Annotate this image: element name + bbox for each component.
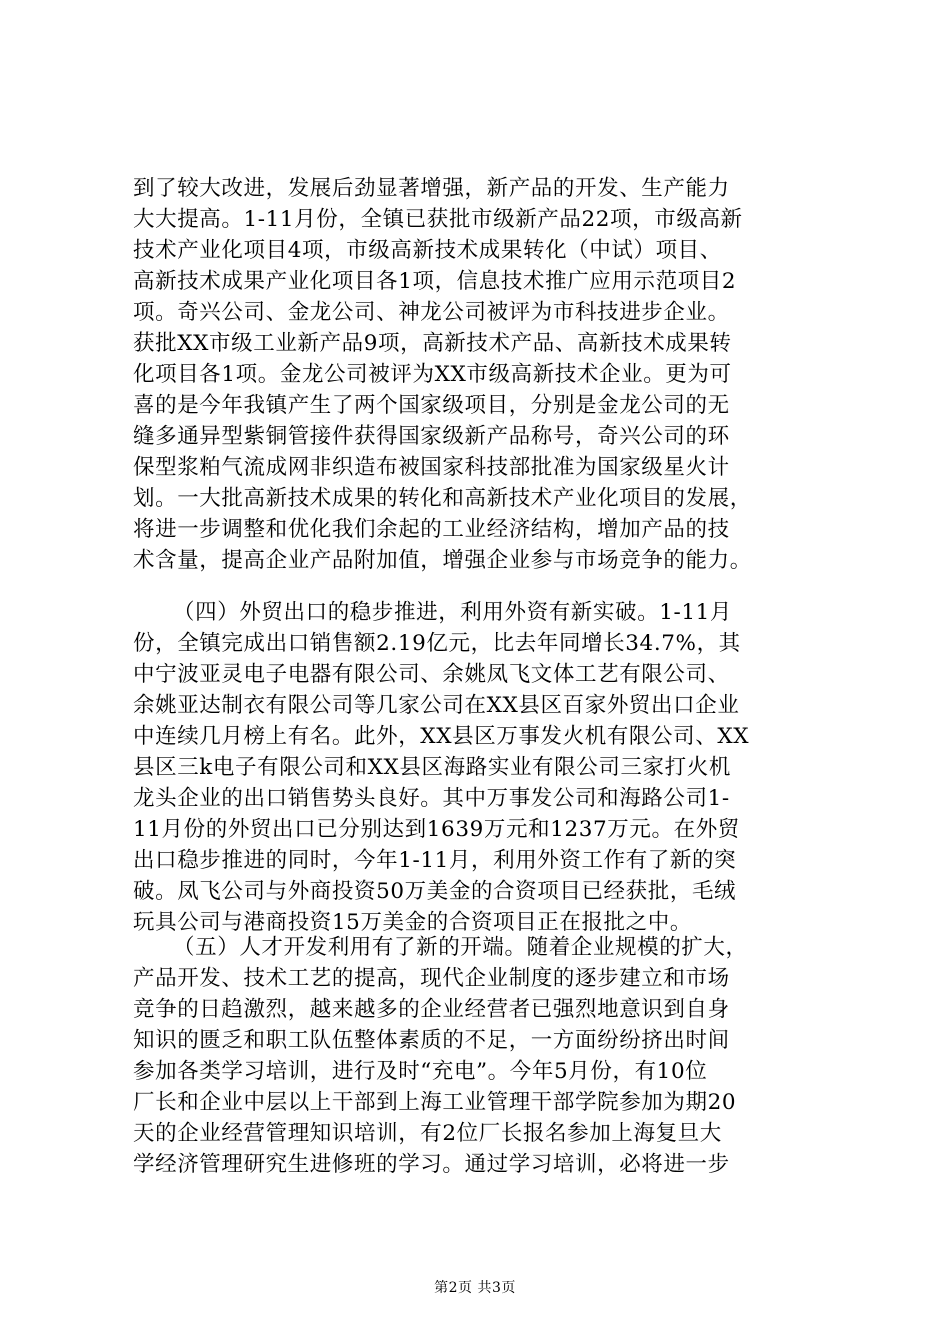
text-line: 产品开发、技术工艺的提高，现代企业制度的逐步建立和市场 <box>133 966 730 991</box>
text-line: 知识的匮乏和职工队伍整体素质的不足，一方面纷纷挤出时间 <box>133 1028 730 1053</box>
text-line: 余姚亚达制衣有限公司等几家公司在XX县区百家外贸出口企业 <box>133 693 740 718</box>
text-line: （四）外贸出口的稳步推进，利用外资有新实破。1-11月 <box>173 600 733 625</box>
paragraph-talent-development <box>133 932 853 1180</box>
page-number-label: 第2页 共3页 <box>434 1280 516 1296</box>
page-footer <box>0 1279 950 1297</box>
text-line: 玩具公司与港商投资15万美金的合资项目正在报批之中。 <box>133 910 692 935</box>
text-line: 获批XX市级工业新产品9项，高新技术产品、高新技术成果转 <box>133 331 732 356</box>
text-line: 破。凤飞公司与外商投资50万美金的合资项目已经获批，毛绒 <box>133 879 737 904</box>
text-line: 参加各类学习培训，进行及时“充电”。今年5月份，有10位 <box>133 1059 708 1084</box>
text-line: 划。一大批高新技术成果的转化和高新技术产业化项目的发展， <box>133 486 752 511</box>
text-line: 中宁波亚灵电子电器有限公司、余姚凤飞文体工艺有限公司、 <box>133 662 730 687</box>
text-line: 缝多通异型紫铜管接件获得国家级新产品称号，奇兴公司的环 <box>133 424 730 449</box>
text-line: 到了较大改进，发展后劲显著增强，新产品的开发、生产能力 <box>133 176 730 201</box>
text-line: 县区三k电子有限公司和XX县区海路实业有限公司三家打火机 <box>133 755 731 780</box>
text-line: 化项目各1项。金龙公司被评为XX市级高新技术企业。更为可 <box>133 362 732 387</box>
text-line: 项。奇兴公司、金龙公司、神龙公司被评为市科技进步企业。 <box>133 300 730 325</box>
text-line: 保型浆粕气流成网非织造布被国家科技部批准为国家级星火计 <box>133 455 730 480</box>
paragraph-foreign-trade <box>133 597 853 938</box>
text-line: 高新技术成果产业化项目各1项，信息技术推广应用示范项目2 <box>133 269 737 294</box>
text-line: 将进一步调整和优化我们余起的工业经济结构，增加产品的技 <box>133 517 730 542</box>
text-line: 厂长和企业中层以上干部到上海工业管理干部学院参加为期20 <box>133 1090 737 1115</box>
text-line: 龙头企业的出口销售势头良好。其中万事发公司和海路公司1- <box>133 786 730 811</box>
paragraph-tech-progress <box>133 173 853 576</box>
text-line: 喜的是今年我镇产生了两个国家级项目，分别是金龙公司的无 <box>133 393 730 418</box>
text-line: 学经济管理研究生进修班的学习。通过学习培训，必将进一步 <box>133 1152 730 1177</box>
text-line: 天的企业经营管理知识培训，有2位厂长报名参加上海复旦大 <box>133 1121 722 1146</box>
text-line: 份，全镇完成出口销售额2.19亿元，比去年同增长34.7%，其 <box>133 631 741 656</box>
text-line: 技术产业化项目4项，市级高新技术成果转化（中试）项目、 <box>133 238 722 263</box>
text-line: 出口稳步推进的同时，今年1-11月，利用外资工作有了新的突 <box>133 848 737 873</box>
text-line: 中连续几月榜上有名。此外，XX县区万事发火机有限公司、XX <box>133 724 750 749</box>
text-line: 竞争的日趋激烈，越来越多的企业经营者已强烈地意识到自身 <box>133 997 730 1022</box>
text-line: 大大提高。1-11月份，全镇已获批市级新产品22项，市级高新 <box>133 207 743 232</box>
text-line: 术含量，提高企业产品附加值，增强企业参与市场竞争的能力。 <box>133 548 752 573</box>
text-line: （五）人才开发利用有了新的开端。随着企业规模的扩大， <box>173 935 748 960</box>
text-line: 11月份的外贸出口已分别达到1639万元和1237万元。在外贸 <box>133 817 740 842</box>
